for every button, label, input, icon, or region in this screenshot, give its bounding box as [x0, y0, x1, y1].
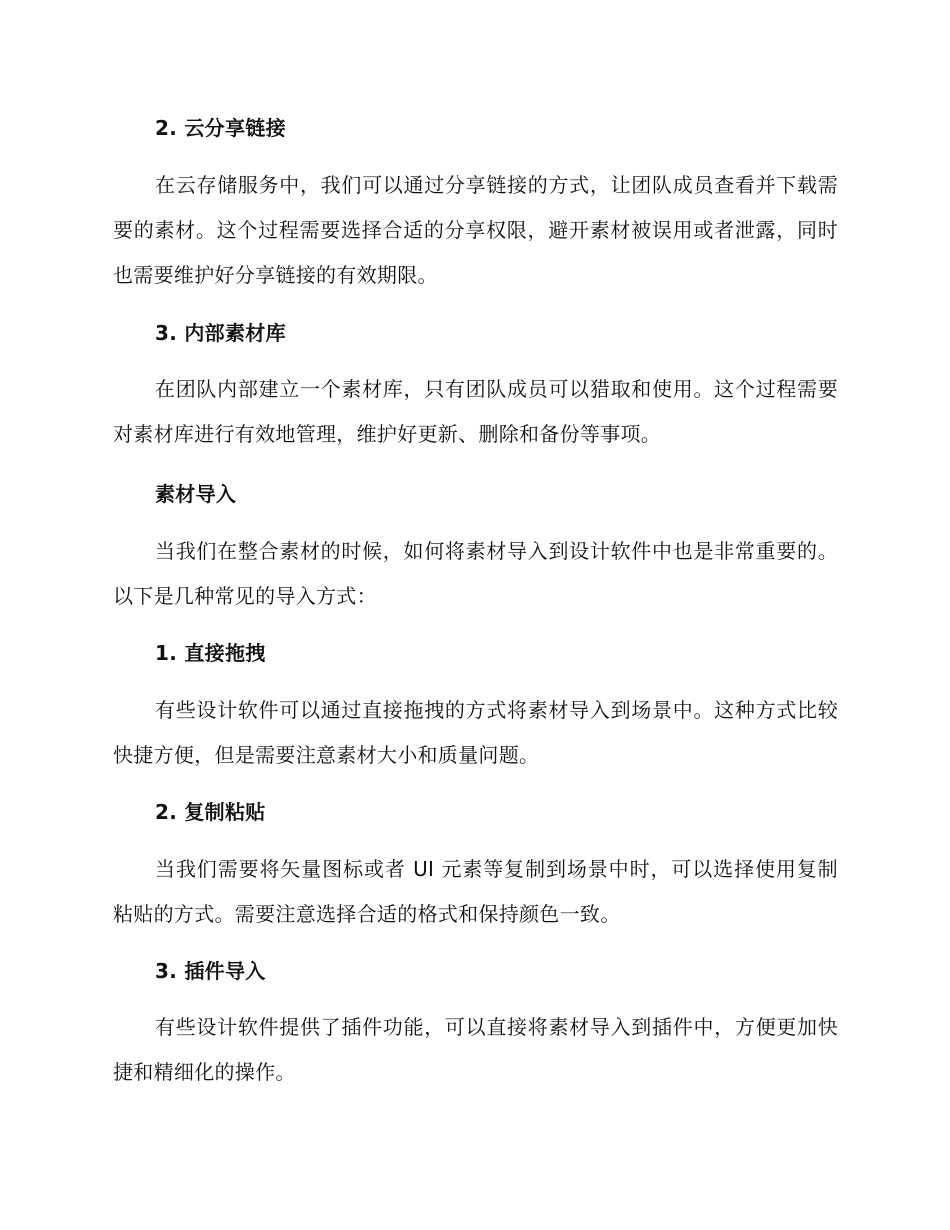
paragraph-copy-paste: 当我们需要将矢量图标或者 UI 元素等复制到场景中时，可以选择使用复制粘贴的方式。需要注意选择合适的格式和保持颜色一致。: [113, 857, 838, 926]
paragraph-cloud-share-link: 在云存储服务中，我们可以通过分享链接的方式，让团队成员查看并下载需要的素材。这个过程需要选择合适的分享权限，避开素材被误用或者泄露，同时也需要维护好分享链接的有效期限。: [113, 173, 838, 287]
paragraph-asset-import: 当我们在整合素材的时候，如何将素材导入到设计软件中也是非常重要的。以下是几种常见的导入方式：: [113, 539, 838, 608]
paragraph-drag-drop: 有些设计软件可以通过直接拖拽的方式将素材导入到场景中。这种方式比较快捷方便，但是需要注意素材大小和质量问题。: [113, 698, 838, 767]
section-heading-plugin-import: 3. 插件导入: [155, 959, 266, 983]
paragraph-internal-library: 在团队内部建立一个素材库，只有团队成员可以猎取和使用。这个过程需要对素材库进行有效地管理，维护好更新、删除和备份等事项。: [113, 377, 838, 446]
section-heading-drag-drop: 1. 直接拖拽: [155, 641, 266, 665]
section-heading-copy-paste: 2. 复制粘贴: [155, 800, 266, 824]
paragraph-plugin-import: 有些设计软件提供了插件功能，可以直接将素材导入到插件中，方便更加快捷和精细化的操作。: [113, 1015, 838, 1084]
section-heading-cloud-share-link: 2. 云分享链接: [155, 116, 286, 140]
section-heading-asset-import: 素材导入: [155, 482, 237, 506]
section-heading-internal-library: 3. 内部素材库: [155, 321, 286, 345]
